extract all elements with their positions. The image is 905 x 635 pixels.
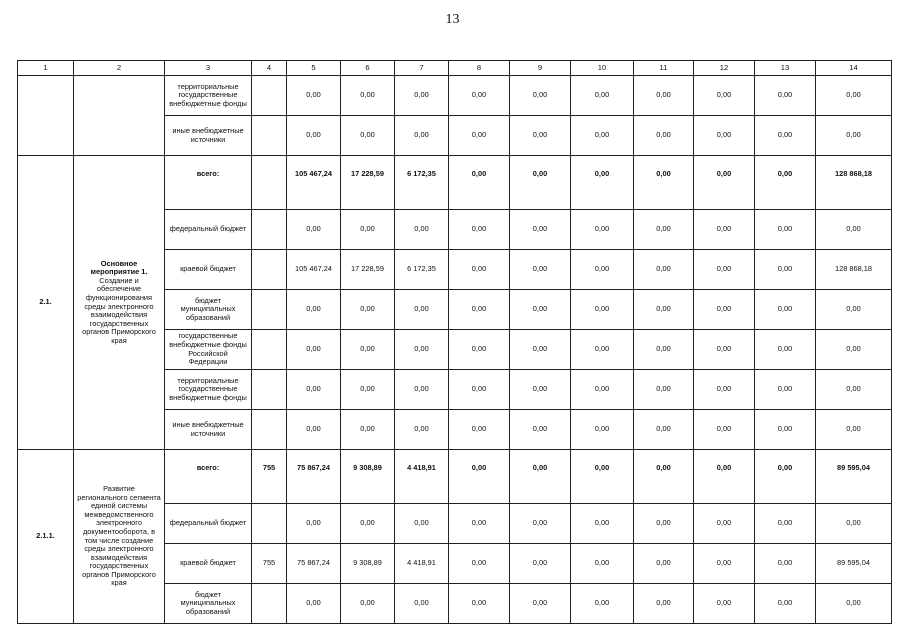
amount-cell: 0,00 [449,156,510,210]
budget-code [252,290,287,330]
column-header: 12 [694,61,755,76]
amount-cell: 0,00 [694,156,755,210]
amount-cell: 0,00 [341,330,395,370]
amount-cell: 0,00 [287,504,341,544]
amount-cell: 0,00 [341,410,395,450]
amount-cell: 0,00 [816,410,892,450]
amount-cell: 0,00 [341,290,395,330]
funding-source: федеральный бюджет [165,504,252,544]
table-body [18,61,892,624]
amount-cell: 0,00 [694,250,755,290]
amount-cell: 0,00 [449,504,510,544]
amount-cell: 17 228,59 [341,250,395,290]
amount-cell: 0,00 [816,370,892,410]
amount-cell: 0,00 [571,544,634,584]
amount-cell: 0,00 [694,76,755,116]
column-header: 1 [18,61,74,76]
amount-cell: 0,00 [634,410,694,450]
column-header: 7 [395,61,449,76]
amount-cell: 0,00 [510,584,571,624]
budget-code [252,504,287,544]
amount-cell: 0,00 [694,210,755,250]
amount-cell: 0,00 [634,210,694,250]
amount-cell: 0,00 [510,504,571,544]
column-header: 2 [74,61,165,76]
amount-cell: 0,00 [341,584,395,624]
amount-cell: 0,00 [287,116,341,156]
amount-cell: 0,00 [449,290,510,330]
amount-cell: 0,00 [510,290,571,330]
amount-cell: 0,00 [816,290,892,330]
amount-cell: 0,00 [634,250,694,290]
amount-cell: 0,00 [571,156,634,210]
budget-code [252,156,287,210]
amount-cell: 0,00 [395,330,449,370]
column-header: 10 [571,61,634,76]
amount-cell: 0,00 [449,330,510,370]
column-header: 9 [510,61,571,76]
amount-cell: 0,00 [571,450,634,504]
amount-cell: 0,00 [287,370,341,410]
amount-cell: 17 228,59 [341,156,395,210]
funding-source: территориальные государственные внебюджетные фонды [165,76,252,116]
activity-name-cell [74,156,165,450]
amount-cell: 0,00 [755,210,816,250]
amount-cell: 128 868,18 [816,156,892,210]
amount-cell: 0,00 [634,156,694,210]
funding-source: бюджет муниципальных образований [165,290,252,330]
amount-cell: 0,00 [395,76,449,116]
amount-cell: 0,00 [449,116,510,156]
amount-cell: 89 595,04 [816,544,892,584]
activity-name: Развитие регионального сегмента единой системы межведомственного электронного документооборота, в том числе создание среды электронного взаимодействия государственных органов Приморского края [77,484,161,588]
amount-cell: 0,00 [816,76,892,116]
table-row [18,156,892,210]
amount-cell: 0,00 [571,210,634,250]
activity-code [18,76,74,156]
amount-cell: 0,00 [816,116,892,156]
amount-cell: 0,00 [287,210,341,250]
amount-cell: 0,00 [634,330,694,370]
funding-source: федеральный бюджет [165,210,252,250]
column-header: 11 [634,61,694,76]
amount-cell: 0,00 [571,290,634,330]
budget-code: 755 [252,544,287,584]
amount-cell: 0,00 [341,116,395,156]
budget-code [252,410,287,450]
amount-cell: 89 595,04 [816,450,892,504]
amount-cell: 0,00 [755,76,816,116]
amount-cell: 0,00 [287,76,341,116]
amount-cell: 0,00 [816,210,892,250]
amount-cell: 75 867,24 [287,544,341,584]
amount-cell: 0,00 [694,450,755,504]
amount-cell: 0,00 [395,584,449,624]
budget-code [252,76,287,116]
budget-code [252,250,287,290]
table-row [18,76,892,116]
funding-source: иные внебюджетные источники [165,116,252,156]
column-header: 3 [165,61,252,76]
amount-cell: 0,00 [755,504,816,544]
funding-source: территориальные государственные внебюджетные фонды [165,370,252,410]
budget-code [252,116,287,156]
amount-cell: 0,00 [755,584,816,624]
page-number: 13 [445,12,460,27]
amount-cell: 0,00 [287,290,341,330]
funding-source: краевой бюджет [165,544,252,584]
amount-cell: 6 172,35 [395,250,449,290]
amount-cell: 0,00 [634,584,694,624]
activity-name-cell [74,450,165,624]
column-header: 8 [449,61,510,76]
funding-source: государственные внебюджетные фонды Российской Федерации [165,330,252,370]
amount-cell: 0,00 [341,76,395,116]
amount-cell: 0,00 [341,210,395,250]
amount-cell: 0,00 [634,370,694,410]
amount-cell: 0,00 [449,250,510,290]
budget-code [252,330,287,370]
amount-cell: 0,00 [395,290,449,330]
amount-cell: 105 467,24 [287,156,341,210]
amount-cell: 9 308,89 [341,544,395,584]
amount-cell: 0,00 [449,450,510,504]
amount-cell: 0,00 [510,76,571,116]
amount-cell: 0,00 [395,210,449,250]
amount-cell: 0,00 [694,370,755,410]
amount-cell: 0,00 [571,410,634,450]
amount-cell: 0,00 [816,330,892,370]
amount-cell: 0,00 [694,330,755,370]
amount-cell: 0,00 [694,290,755,330]
activity-code: 2.1. [18,156,74,450]
amount-cell: 0,00 [449,370,510,410]
funding-source: бюджет муниципальных образований [165,584,252,624]
activity-code: 2.1.1. [18,450,74,624]
amount-cell: 0,00 [634,544,694,584]
amount-cell: 0,00 [634,450,694,504]
amount-cell: 0,00 [755,116,816,156]
amount-cell: 0,00 [510,410,571,450]
amount-cell: 0,00 [755,544,816,584]
amount-cell: 0,00 [634,116,694,156]
amount-cell: 0,00 [341,370,395,410]
column-header: 13 [755,61,816,76]
amount-cell: 0,00 [395,370,449,410]
amount-cell: 0,00 [449,76,510,116]
budget-code: 755 [252,450,287,504]
amount-cell: 0,00 [395,410,449,450]
activity-name-cell [74,76,165,156]
column-header: 5 [287,61,341,76]
amount-cell: 0,00 [571,330,634,370]
amount-cell: 0,00 [571,504,634,544]
amount-cell: 0,00 [449,584,510,624]
amount-cell: 0,00 [395,504,449,544]
amount-cell: 0,00 [287,584,341,624]
amount-cell: 0,00 [510,116,571,156]
amount-cell: 105 467,24 [287,250,341,290]
amount-cell: 0,00 [449,544,510,584]
amount-cell: 0,00 [510,370,571,410]
amount-cell: 0,00 [694,584,755,624]
amount-cell: 0,00 [287,410,341,450]
amount-cell: 0,00 [449,210,510,250]
amount-cell: 6 172,35 [395,156,449,210]
column-header: 4 [252,61,287,76]
amount-cell: 0,00 [755,156,816,210]
amount-cell: 0,00 [755,450,816,504]
amount-cell: 128 868,18 [816,250,892,290]
amount-cell: 0,00 [510,330,571,370]
amount-cell: 0,00 [571,116,634,156]
amount-cell: 0,00 [694,410,755,450]
amount-cell: 0,00 [816,584,892,624]
amount-cell: 4 418,91 [395,544,449,584]
amount-cell: 0,00 [571,584,634,624]
amount-cell: 0,00 [634,290,694,330]
column-header-row [18,61,892,76]
amount-cell: 0,00 [449,410,510,450]
amount-cell: 0,00 [510,450,571,504]
amount-cell: 0,00 [510,250,571,290]
funding-source: всего: [165,450,252,504]
amount-cell: 0,00 [287,330,341,370]
budget-code [252,584,287,624]
amount-cell: 0,00 [510,156,571,210]
amount-cell: 0,00 [694,116,755,156]
amount-cell: 0,00 [634,504,694,544]
amount-cell: 0,00 [510,544,571,584]
amount-cell: 0,00 [571,76,634,116]
activity-name: Создание и обеспечение функционирования среды электронного взаимодействия государственных органов Приморского края [82,275,156,345]
amount-cell: 75 867,24 [287,450,341,504]
amount-cell: 0,00 [755,290,816,330]
amount-cell: 0,00 [510,210,571,250]
amount-cell: 0,00 [755,410,816,450]
column-header: 6 [341,61,395,76]
amount-cell: 0,00 [694,544,755,584]
amount-cell: 0,00 [755,250,816,290]
amount-cell: 4 418,91 [395,450,449,504]
amount-cell: 0,00 [571,250,634,290]
funding-source: всего: [165,156,252,210]
activity-title: Основное мероприятие 1. [90,258,148,277]
amount-cell: 0,00 [816,504,892,544]
budget-table [17,60,892,624]
funding-source: иные внебюджетные источники [165,410,252,450]
funding-source: краевой бюджет [165,250,252,290]
amount-cell: 0,00 [341,504,395,544]
table-row [18,450,892,504]
amount-cell: 0,00 [755,330,816,370]
budget-code [252,210,287,250]
amount-cell: 0,00 [694,504,755,544]
budget-code [252,370,287,410]
amount-cell: 9 308,89 [341,450,395,504]
amount-cell: 0,00 [634,76,694,116]
amount-cell: 0,00 [755,370,816,410]
column-header: 14 [816,61,892,76]
amount-cell: 0,00 [571,370,634,410]
amount-cell: 0,00 [395,116,449,156]
